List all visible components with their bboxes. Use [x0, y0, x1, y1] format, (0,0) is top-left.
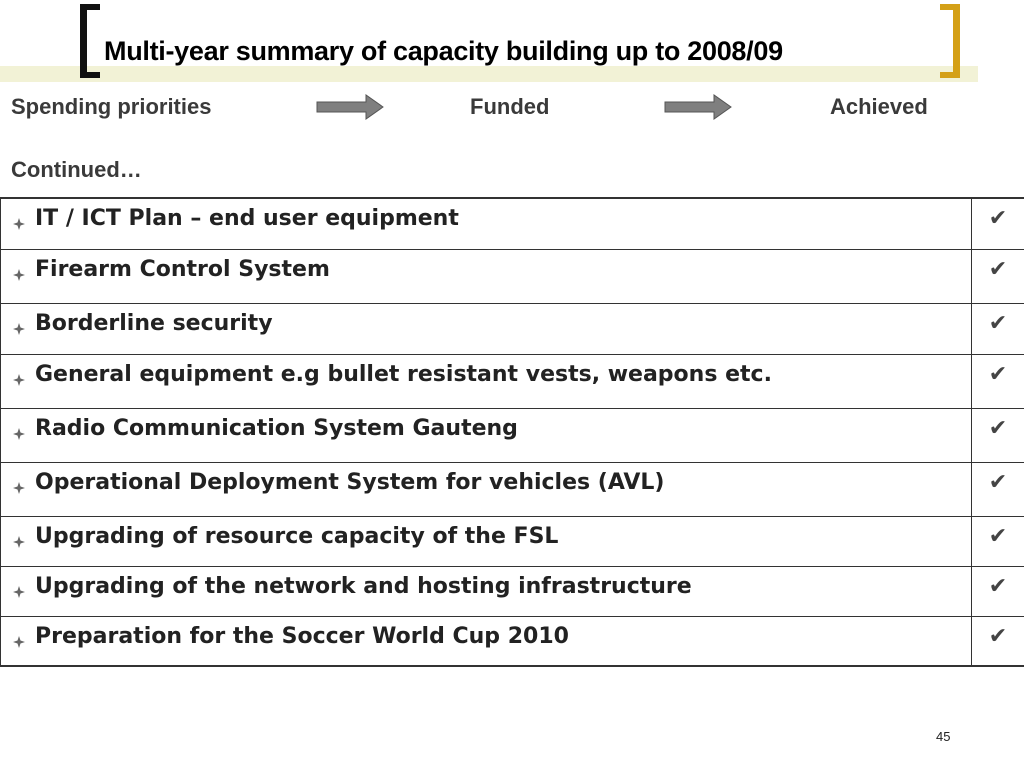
- left-bracket-decoration: [80, 4, 100, 78]
- status-cell: [972, 198, 1024, 249]
- item-cell: [1, 462, 972, 516]
- checkmark-icon: ✔: [988, 256, 1008, 282]
- item-label: Operational Deployment System for vehicles (AVL): [35, 469, 665, 495]
- checkmark-icon: ✔: [988, 469, 1008, 495]
- diamond-bullet-icon: [13, 218, 25, 230]
- checkmark-icon: ✔: [988, 415, 1008, 441]
- status-cell: [972, 566, 1024, 616]
- checkmark-icon: ✔: [988, 206, 1008, 231]
- slide-title: Multi-year summary of capacity building up to 2008/09: [104, 36, 783, 66]
- achieved-label: Achieved: [830, 94, 928, 119]
- status-cell: [972, 354, 1024, 408]
- item-cell: [1, 408, 972, 462]
- status-cell: [972, 616, 1024, 666]
- status-cell: [972, 303, 1024, 354]
- checkmark-icon: ✔: [988, 310, 1008, 336]
- item-label: IT / ICT Plan – end user equipment: [35, 206, 459, 231]
- item-label: General equipment e.g bullet resistant vests, weapons etc.: [35, 361, 772, 387]
- diamond-bullet-icon: [13, 269, 25, 281]
- checkmark-icon: ✔: [988, 361, 1008, 387]
- page-number: 45: [936, 729, 951, 744]
- diamond-bullet-icon: [13, 536, 25, 548]
- diamond-bullet-icon: [13, 374, 25, 386]
- diamond-bullet-icon: [13, 482, 25, 494]
- capacity-items-table: [0, 197, 1024, 667]
- item-cell: [1, 303, 972, 354]
- item-cell: [1, 198, 972, 249]
- right-arrow-icon: [316, 94, 384, 120]
- table-row: [1, 566, 1024, 616]
- table-row: [1, 354, 1024, 408]
- funded-label: Funded: [470, 94, 550, 119]
- item-cell: [1, 516, 972, 566]
- status-cell: [972, 249, 1024, 303]
- table-row: [1, 303, 1024, 354]
- checkmark-icon: ✔: [988, 523, 1008, 549]
- checkmark-icon: ✔: [988, 623, 1008, 649]
- item-cell: [1, 616, 972, 666]
- item-cell: [1, 249, 972, 303]
- table-row: [1, 408, 1024, 462]
- status-cell: [972, 462, 1024, 516]
- checkmark-icon: ✔: [988, 573, 1008, 599]
- right-arrow-icon: [664, 94, 732, 120]
- diamond-bullet-icon: [13, 586, 25, 598]
- item-label: Radio Communication System Gauteng: [35, 415, 518, 441]
- item-cell: [1, 566, 972, 616]
- status-cell: [972, 516, 1024, 566]
- table-row: [1, 516, 1024, 566]
- table-row: [1, 198, 1024, 249]
- continued-label: Continued…: [11, 157, 142, 182]
- item-cell: [1, 354, 972, 408]
- right-bracket-decoration: [940, 4, 960, 78]
- spending-priorities-label: Spending priorities: [11, 94, 212, 119]
- table-row: [1, 249, 1024, 303]
- item-label: Preparation for the Soccer World Cup 2010: [35, 623, 569, 649]
- status-cell: [972, 408, 1024, 462]
- item-label: Upgrading of the network and hosting infrastructure: [35, 573, 692, 599]
- item-label: Firearm Control System: [35, 256, 330, 282]
- table-row: [1, 616, 1024, 666]
- diamond-bullet-icon: [13, 428, 25, 440]
- table-row: [1, 462, 1024, 516]
- item-label: Borderline security: [35, 310, 273, 336]
- title-band: [0, 66, 978, 82]
- item-label: Upgrading of resource capacity of the FSL: [35, 523, 559, 549]
- diamond-bullet-icon: [13, 323, 25, 335]
- diamond-bullet-icon: [13, 636, 25, 648]
